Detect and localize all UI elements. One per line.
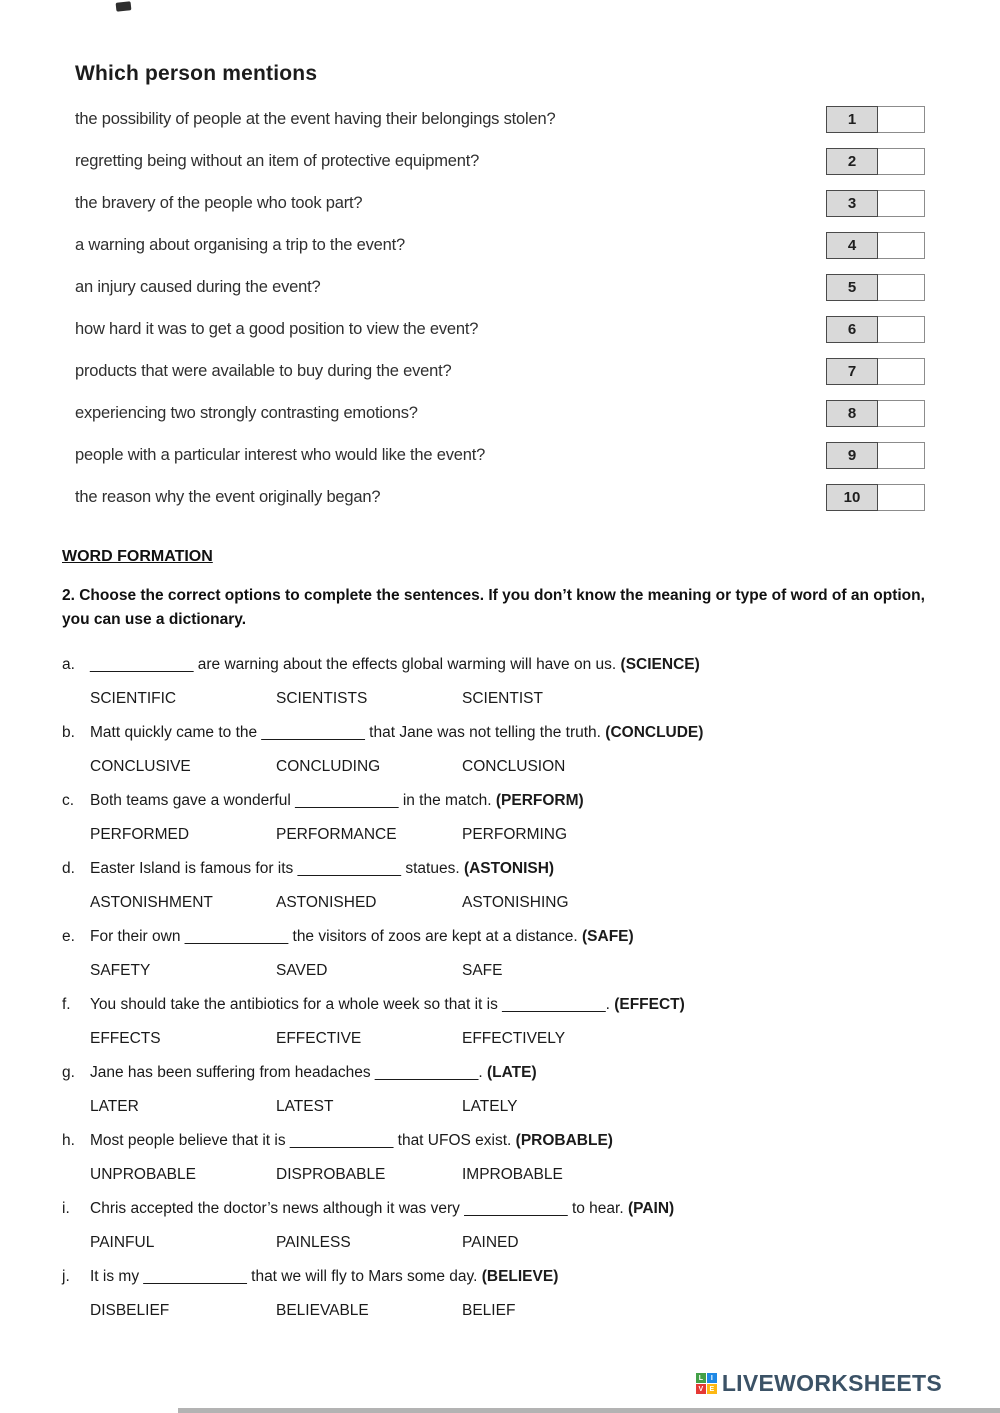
exercise-letter: j. [62,1268,70,1285]
word-hint: (ASTONISH) [463,860,555,877]
exercise-sentence [90,1192,674,1226]
option-choice[interactable]: ASTONISHING [462,894,569,911]
sentence-text: Jane has been suffering from headaches ____________. [90,1064,483,1081]
answer-boxes [826,274,925,301]
sentence-text: It is my ____________ that we will fly to Mars some day. [90,1268,478,1285]
word-formation-section [0,518,1000,1328]
liveworksheets-logo-icon [696,1373,717,1394]
exercise-letter: a. [62,656,75,673]
exercise-item [62,1260,938,1328]
option-choice[interactable]: EFFECTIVE [276,1030,362,1047]
exercise-sentence [90,920,634,954]
question-text: the bravery of the people who took part? [75,193,363,212]
sentence-line [62,1056,938,1090]
word-hint: (CONCLUDE) [605,724,704,741]
option-choice[interactable]: SCIENTIFIC [90,690,177,707]
exercise-item [62,1192,938,1260]
sentence-text: Matt quickly came to the ____________ that Jane was not telling the truth. [90,724,601,741]
options-row [62,886,938,920]
options-row [62,1158,938,1192]
options-row [62,1090,938,1124]
sentence-line [62,1260,938,1294]
matching-row [75,140,925,182]
word-hint: (LATE) [487,1064,537,1081]
answer-boxes [826,190,925,217]
exercise-letter: i. [62,1200,70,1217]
matching-row [75,224,925,266]
exercise-letter: h. [62,1132,75,1149]
sentence-text: You should take the antibiotics for a whole week so that it is ____________. [90,996,610,1013]
matching-row [75,308,925,350]
matching-row [75,266,925,308]
word-hint: (PROBABLE) [515,1132,613,1149]
answer-boxes [826,232,925,259]
options-row [62,682,938,716]
option-choice[interactable]: EFFECTIVELY [462,1030,566,1047]
question-number: 1 [826,106,878,133]
answer-boxes [826,442,925,469]
word-hint: (BELIEVE) [481,1268,559,1285]
question-text: experiencing two strongly contrasting emotions? [75,403,418,422]
options-row [62,1294,938,1328]
options-row [62,954,938,988]
option-choice[interactable]: ASTONISHMENT [90,894,213,911]
option-choice[interactable]: PAINED [462,1234,519,1251]
exercise-letter: e. [62,928,75,945]
option-choice[interactable]: CONCLUSION [462,758,566,775]
options-row [62,750,938,784]
word-hint: (SCIENCE) [620,656,700,673]
question-text: the possibility of people at the event having their belongings stolen? [75,109,556,128]
matching-row [75,98,925,140]
question-text: a warning about organising a trip to the event? [75,235,405,254]
option-choice[interactable]: SAVED [276,962,328,979]
option-choice[interactable]: SAFETY [90,962,151,979]
matching-row [75,392,925,434]
sentence-text: Chris accepted the doctor’s news although it was very ____________ to hear. [90,1200,624,1217]
sentence-line [62,852,938,886]
question-text: an injury caused during the event? [75,277,321,296]
sentence-line [62,1192,938,1226]
options-row [62,1022,938,1056]
ink-mark [116,1,132,12]
question-text: the reason why the event originally began? [75,487,381,506]
answer-input[interactable] [878,274,925,301]
sentence-line [62,716,938,750]
answer-input[interactable] [878,106,925,133]
word-hint: (PERFORM) [495,792,584,809]
instructions-text: 2. Choose the correct options to complete the sentences. If you don’t know the meaning or type of word of an option, you can use a dictionary. [62,587,925,628]
brand-name: LIVEWORKSHEETS [721,1370,942,1396]
exercise-item [62,920,938,988]
exercise-item [62,648,938,716]
exercise-sentence [90,988,685,1022]
option-choice[interactable]: PERFORMING [462,826,568,843]
answer-input[interactable] [878,442,925,469]
question-number: 2 [826,148,878,175]
option-choice[interactable]: CONCLUSIVE [90,758,191,775]
matching-row [75,350,925,392]
exercise-item [62,784,938,852]
option-choice[interactable]: IMPROBABLE [462,1166,563,1183]
option-choice[interactable]: CONCLUDING [276,758,381,775]
question-text: people with a particular interest who would like the event? [75,445,486,464]
option-choice[interactable]: PERFORMANCE [276,826,397,843]
option-choice[interactable]: PAINLESS [276,1234,351,1251]
answer-input[interactable] [878,232,925,259]
question-number: 3 [826,190,878,217]
question-text: how hard it was to get a good position to view the event? [75,319,479,338]
word-hint: (EFFECT) [614,996,685,1013]
exercise-item [62,716,938,784]
sentence-text: Easter Island is famous for its ____________ statues. [90,860,460,877]
logo-square-red: V [696,1384,706,1394]
question-number: 10 [826,484,878,511]
page-edge [178,1408,1000,1413]
exercise-item [62,1124,938,1192]
exercise-item [62,988,938,1056]
exercise-sentence [90,648,700,682]
question-number: 8 [826,400,878,427]
exercise-sentence [90,1260,558,1294]
word-hint: (PAIN) [627,1200,675,1217]
sentence-line [62,988,938,1022]
option-choice[interactable]: BELIEF [462,1302,516,1319]
option-choice[interactable]: LATELY [462,1098,518,1115]
logo-square-green: L [696,1373,706,1383]
exercise-sentence [90,716,703,750]
answer-input[interactable] [878,190,925,217]
question-number: 9 [826,442,878,469]
option-choice[interactable]: DISPROBABLE [276,1166,386,1183]
option-choice[interactable]: BELIEVABLE [276,1302,369,1319]
answer-input[interactable] [878,358,925,385]
question-number: 5 [826,274,878,301]
sentence-line [62,920,938,954]
answer-boxes [826,400,925,427]
matching-title: Which person mentions [75,62,318,85]
logo-square-yellow: E [707,1384,717,1394]
exercise-item [62,852,938,920]
answer-boxes [826,106,925,133]
option-choice[interactable]: ASTONISHED [276,894,377,911]
exercise-letter: c. [62,792,75,809]
answer-boxes [826,484,925,511]
question-text: products that were available to buy during the event? [75,361,452,380]
logo-square-blue: I [707,1373,717,1383]
answer-input[interactable] [878,484,925,511]
answer-boxes [826,148,925,175]
option-choice[interactable]: SCIENTISTS [276,690,368,707]
exercise-letter: g. [62,1064,75,1081]
option-choice[interactable]: LATEST [276,1098,334,1115]
option-choice[interactable]: LATER [90,1098,139,1115]
option-choice[interactable]: PAINFUL [90,1234,155,1251]
answer-input[interactable] [878,148,925,175]
sentence-line [62,1124,938,1158]
exercise-letter: b. [62,724,75,741]
sentence-line [62,648,938,682]
question-number: 7 [826,358,878,385]
question-number: 6 [826,316,878,343]
word-hint: (SAFE) [582,928,634,945]
sentence-line [62,784,938,818]
options-row [62,1226,938,1260]
matching-row [75,182,925,224]
question-number: 4 [826,232,878,259]
sentence-text: For their own ____________ the visitors of zoos are kept at a distance. [90,928,578,945]
answer-boxes [826,316,925,343]
sentence-text: Most people believe that it is ____________ that UFOS exist. [90,1132,512,1149]
sentence-text: ____________ are warning about the effects global warming will have on us. [90,656,617,673]
exercise-letter: d. [62,860,75,877]
option-choice[interactable]: UNPROBABLE [90,1166,196,1183]
exercise-letter: f. [62,996,71,1013]
sentence-text: Both teams gave a wonderful ____________ in the match. [90,792,492,809]
option-choice[interactable]: DISBELIEF [90,1302,170,1319]
exercise-sentence [90,1124,613,1158]
word-formation-heading: WORD FORMATION [62,548,213,565]
option-choice[interactable]: SCIENTIST [462,690,543,707]
matching-row [75,434,925,476]
exercise-sentence [90,1056,537,1090]
exercise-item [62,1056,938,1124]
footer [696,1370,942,1397]
option-choice[interactable]: EFFECTS [90,1030,161,1047]
question-text: regretting being without an item of protective equipment? [75,151,480,170]
matching-row [75,476,925,518]
answer-input[interactable] [878,400,925,427]
options-row [62,818,938,852]
matching-section [0,0,1000,518]
option-choice[interactable]: SAFE [462,962,503,979]
exercise-sentence [90,784,584,818]
answer-boxes [826,358,925,385]
answer-input[interactable] [878,316,925,343]
exercise-sentence [90,852,554,886]
option-choice[interactable]: PERFORMED [90,826,190,843]
